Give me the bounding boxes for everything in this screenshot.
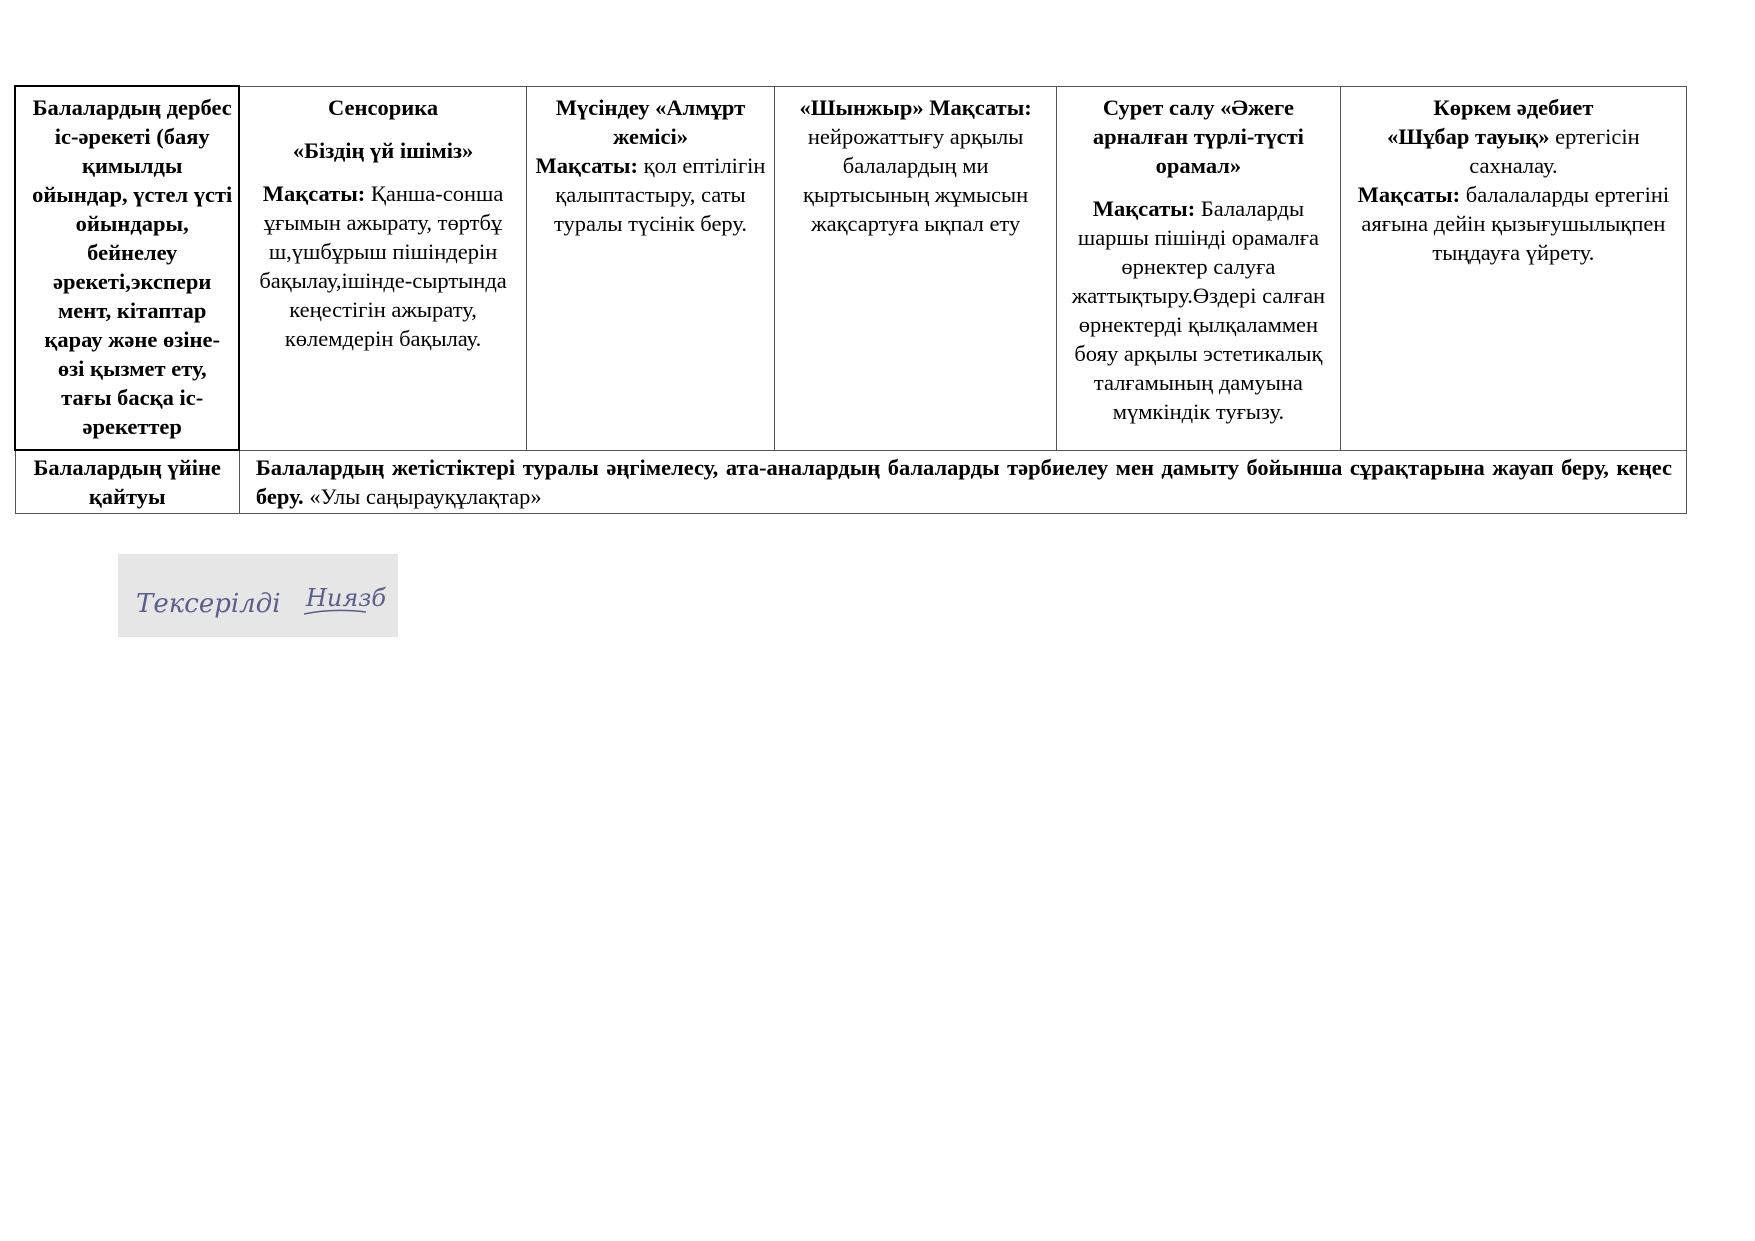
goal-label: Мақсаты: (1092, 195, 1196, 221)
cell-sensorika (239, 86, 526, 450)
activity-goal (781, 93, 1050, 238)
activity-subtitle: «Біздің үй ішіміз» (292, 137, 474, 163)
cell-going-home-text (239, 450, 1686, 514)
cell-musindeu (526, 86, 775, 450)
activity-title: Мүсіндеу «Алмұрт жемісі» (555, 94, 746, 149)
activity-goal (1063, 194, 1334, 426)
goal-text: қол ептілігін қалыптастыру, саты туралы түсінік беру. (553, 152, 766, 236)
row-header-going-home (15, 450, 239, 514)
activity-title: Сурет салу «Әжеге арналған түрлі-түсті орамал» (1092, 94, 1304, 178)
goal-label: Мақсаты: (1357, 181, 1461, 207)
activity-title-goal-label: «Шынжыр» Мақсаты: (799, 94, 1032, 120)
cell-suret-salu (1057, 86, 1341, 450)
signature-text: Тексерілді (136, 589, 281, 619)
activity-goal (246, 179, 519, 353)
tale-text: ертегісін сахналау. (1469, 123, 1640, 178)
row-header-text: Балалардың дербес іс-әрекеті (баяу қимылды ойындар, үстел үсті ойындары, бейнелеу әрекеті,экспери мент, кітаптар қарау және өзіне-өзі қызмет ету, тағы басқа іс-әрекеттер (32, 95, 233, 439)
activity-goal (1347, 180, 1680, 267)
goal-label: Мақсаты: (535, 152, 638, 178)
cell-korkem-adebiet (1340, 86, 1686, 450)
table-row (15, 86, 1687, 450)
going-home-text: «Улы саңырауқұлақтар» (303, 483, 542, 509)
goal-text: Қанша-сонша ұғымын ажырату, төртбұ ш,үшбұрыш пішіндерін бақылау,ішінде-сыртында кеңестігін ажырату, көлемдерін бақылау. (259, 180, 507, 351)
tale-title: «Шұбар тауық» (1387, 123, 1550, 149)
handwritten-signature (118, 554, 398, 637)
table-row (15, 450, 1687, 514)
activity-goal (533, 151, 769, 238)
signature-image (118, 554, 398, 637)
goal-text: балалаларды ертегіні аяғына дейін қызығушылықпен тыңдауға үйрету. (1361, 181, 1670, 265)
cell-shynzhyr (775, 86, 1057, 450)
going-home-bold-text: Балалардың жетістіктері туралы әңгімелесу, ата-аналардың балаларды тәрбиелеу мен дамыту бойынша сұрақтарына жауап беру, кеңес беру. (255, 454, 1672, 509)
schedule-table (14, 85, 1687, 514)
signature-mark: Ниязб (306, 584, 387, 612)
row-header-text: Балалардың үйіне қайтуы (33, 455, 221, 509)
goal-text: Балаларды шаршы пішінді орамалға өрнектер салуға жаттықтыру.Өздері салған өрнектерді қылқаламмен бояу арқылы эстетикалық талғамының дамуына мүмкіндік туғызу. (1071, 195, 1326, 424)
activity-title: Сенсорика (328, 94, 439, 120)
activity-subtitle (1347, 122, 1680, 180)
goal-label: Мақсаты: (262, 180, 366, 206)
row-header-independent-activity (15, 86, 239, 450)
activity-title: Көркем әдебиет (1433, 94, 1594, 120)
goal-text: нейрожаттығу арқылы балалардың ми қыртысының жұмысын жақсартуға ықпал ету (803, 123, 1029, 236)
